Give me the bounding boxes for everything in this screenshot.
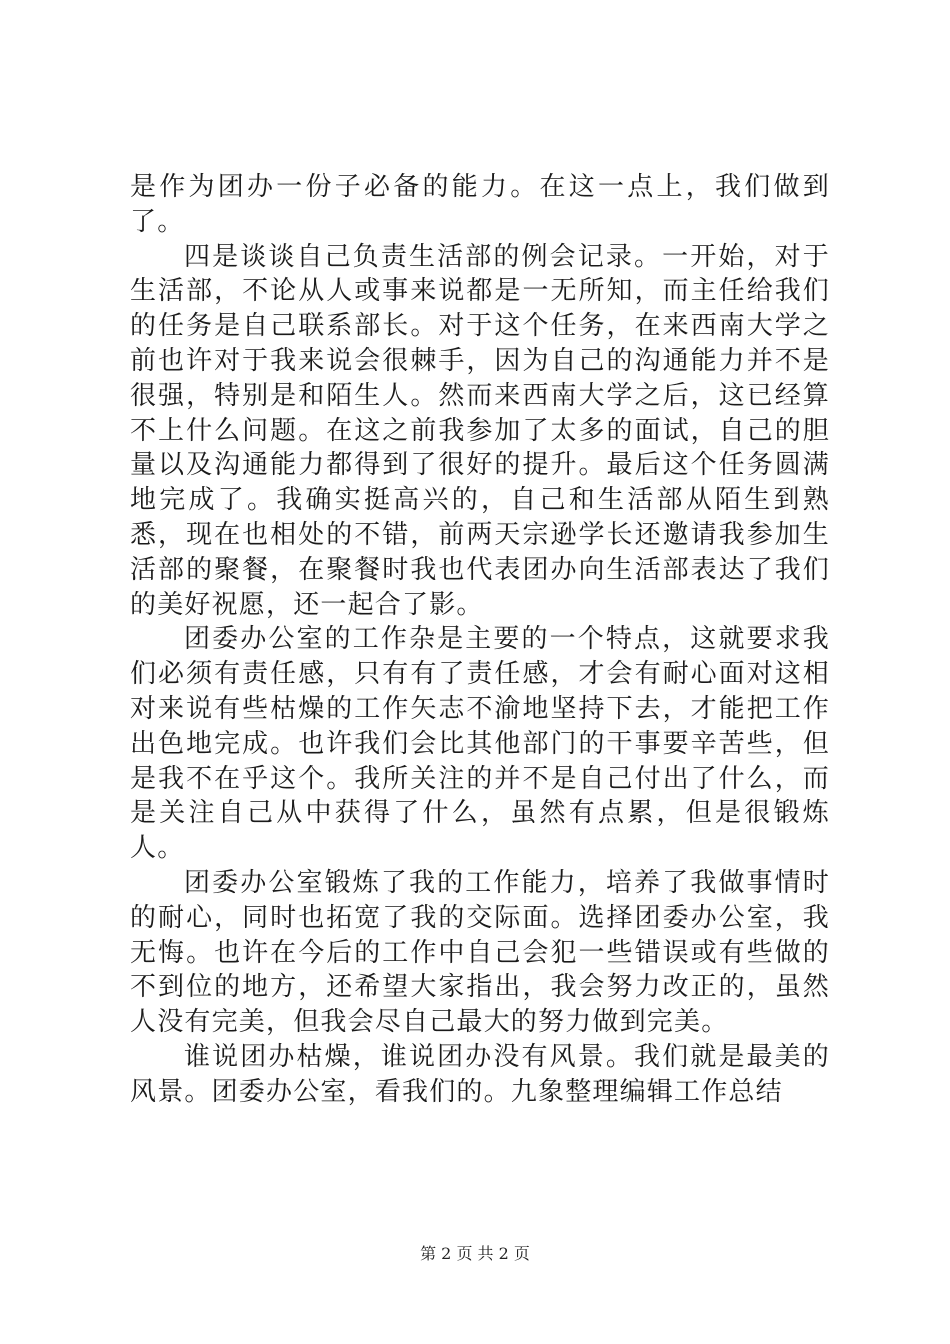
page-number-footer: 第 2 页 共 2 页 [420,1244,530,1263]
paragraph-continued: 是作为团办一份子必备的能力。在这一点上，我们做到了。 [130,172,830,237]
document-body [130,170,830,1110]
paragraph: 团委办公室的工作杂是主要的一个特点，这就要求我们必须有责任感，只有有了责任感，才会有耐心面对这相对来说有些枯燥的工作矢志不渝地坚持下去，才能把工作出色地完成。也许我们会比其他部门的干事要辛苦些，但是我不在乎这个。我所关注的并不是自己付出了什么，而是关注自己从中获得了什么，虽然有点累，但是很锻炼人。 [130,624,830,864]
paragraph: 四是谈谈自己负责生活部的例会记录。一开始，对于生活部，不论从人或事来说都是一无所知，而主任给我们的任务是自己联系部长。对于这个任务，在来西南大学之前也许对于我来说会很棘手，因为自己的沟通能力并不是很强，特别是和陌生人。然而来西南大学之后，这已经算不上什么问题。在这之前我参加了太多的面试，自己的胆量以及沟通能力都得到了很好的提升。最后这个任务圆满地完成了。我确实挺高兴的，自己和生活部从陌生到熟悉，现在也相处的不错，前两天宗逊学长还邀请我参加生活部的聚餐，在聚餐时我也代表团办向生活部表达了我们的美好祝愿，还一起合了影。 [130,241,830,620]
paragraph: 谁说团办枯燥，谁说团办没有风景。我们就是最美的风景。团委办公室，看我们的。九象整理编辑工作总结 [130,1041,830,1107]
paragraph: 团委办公室锻炼了我的工作能力，培养了我做事情时的耐心，同时也拓宽了我的交际面。选择团委办公室，我无悔。也许在今后的工作中自己会犯一些错误或有些做的不到位的地方，还希望大家指出，我会努力改正的，虽然人没有完美，但我会尽自己最大的努力做到完美。 [130,867,830,1038]
